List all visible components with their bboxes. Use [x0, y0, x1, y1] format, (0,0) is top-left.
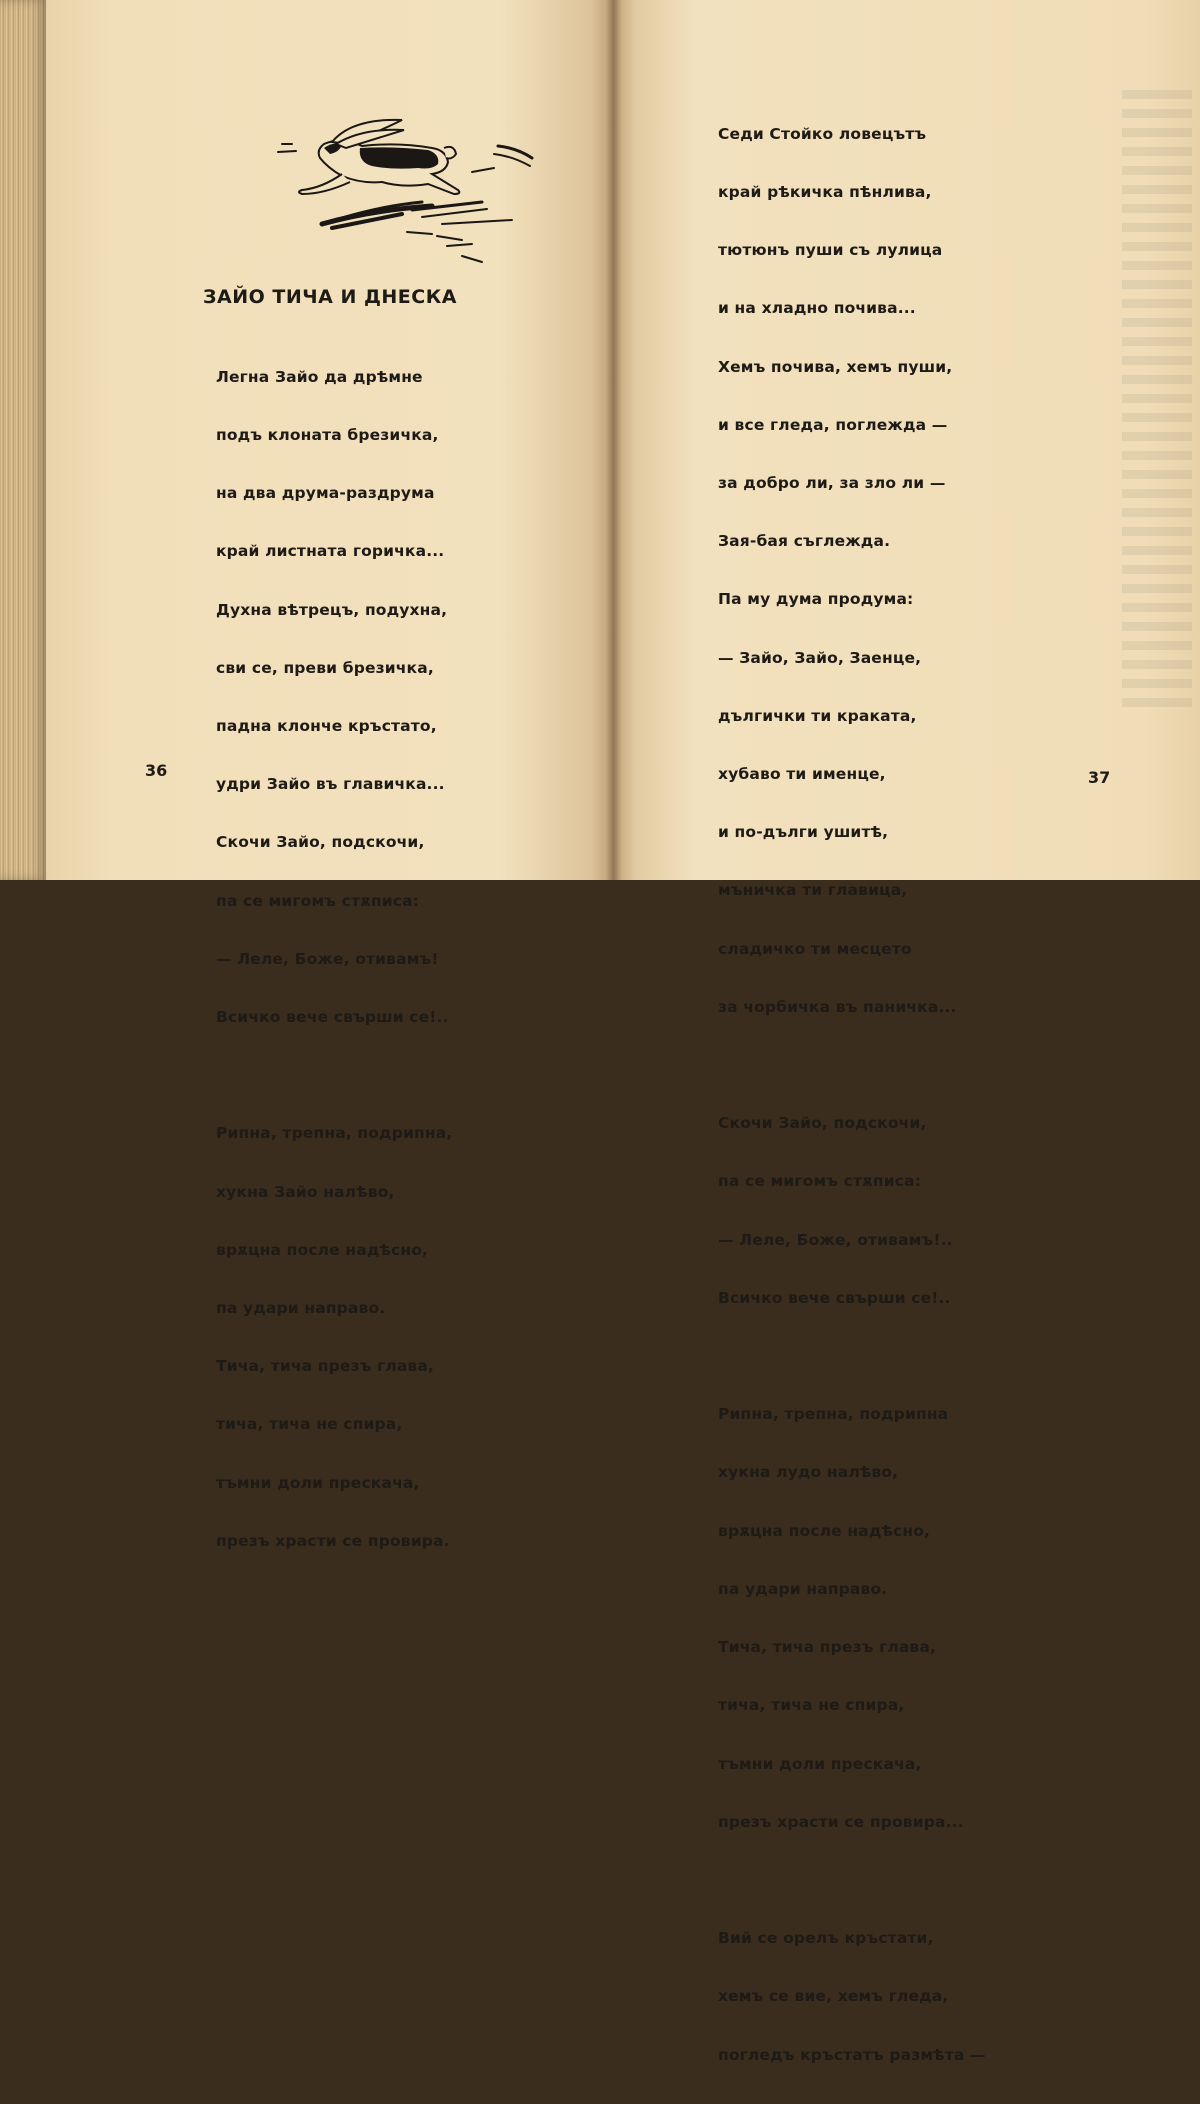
verse-line: хубаво ти именце, — [718, 765, 886, 784]
verse-line: сви се, преви брезичка, — [216, 658, 434, 677]
verse-line: за добро ли, за зло ли — — [718, 474, 946, 493]
verse-line: удри Зайо въ главичка... — [216, 775, 445, 794]
verse-line: падна клонче кръстато, — [216, 717, 437, 736]
page-number-right: 37 — [1088, 768, 1111, 787]
verse-line: па удари направо. — [718, 1579, 888, 1598]
running-hare-icon — [232, 106, 522, 271]
verse-line: хукна лудо налѣво, — [718, 1463, 899, 1482]
verse-line: врѫцна после надѣсно, — [718, 1521, 931, 1540]
page-number-left: 36 — [145, 761, 168, 780]
verse-line: Тича, тича презъ глава, — [216, 1357, 435, 1376]
stanza-break — [718, 1347, 986, 1366]
stanza-break — [718, 1871, 986, 1890]
verse-line: Па му дума продума: — [718, 590, 914, 609]
left-verse — [216, 329, 452, 1590]
verse-line: край листната горичка... — [216, 542, 445, 561]
verse-line: презъ храсти се провира... — [718, 1812, 964, 1831]
bleed-through-text — [1122, 90, 1192, 710]
verse-line: тютюнъ пуши съ лулица — [718, 241, 943, 260]
right-page — [614, 0, 1200, 2064]
verse-line: за чорбичка въ паничка... — [718, 997, 957, 1016]
verse-line: на два друма-раздрума — [216, 484, 435, 503]
verse-line: дългички ти краката, — [718, 706, 917, 725]
verse-line: тича, тича не спира, — [718, 1696, 905, 1715]
verse-line: Духна вѣтрецъ, подухна, — [216, 600, 448, 619]
page-edges — [0, 0, 46, 880]
verse-line: край рѣкичка пѣнлива, — [718, 183, 932, 202]
verse-line: и по-дълги ушитѣ, — [718, 823, 889, 842]
verse-line: Скочи Зайо, подскочи, — [718, 1114, 927, 1133]
verse-line: па се мигомъ стѫписа: — [718, 1172, 922, 1191]
verse-line: Рипна, трепна, подрипна — [718, 1405, 949, 1424]
verse-line: Рипна, трепна, подрипна, — [216, 1124, 453, 1143]
verse-line: врѫцна после надѣсно, — [216, 1240, 429, 1259]
verse-line: тъмни доли прескача, — [216, 1473, 420, 1492]
verse-line: — Зайо, Зайо, Заенце, — [718, 648, 922, 667]
verse-line: Всичко вече свърши се!.. — [718, 1288, 951, 1307]
verse-line: — Леле, Боже, отивамъ! — [216, 949, 439, 968]
verse-line: Всичко вече свърши се!.. — [216, 1008, 449, 1027]
verse-line: Легна Зайо да дрѣмне — [216, 367, 423, 386]
stanza-break — [216, 1066, 452, 1085]
left-page — [46, 0, 614, 1550]
verse-line: и все гледа, поглежда — — [718, 415, 948, 434]
verse-line: презъ храсти се провира. — [216, 1531, 450, 1550]
verse-line: Хемъ почива, хемъ пуши, — [718, 357, 953, 376]
verse-line: Седи Стойко ловецътъ — [718, 124, 927, 143]
verse-line: па се мигомъ стѫписа: — [216, 891, 420, 910]
verse-line: тъмни доли прескача, — [718, 1754, 922, 1773]
verse-line: мъничка ти главица, — [718, 881, 908, 900]
verse-line: Тича, тича презъ глава, — [718, 1638, 937, 1657]
verse-line: погледъ кръстатъ размѣта — — [718, 2045, 986, 2064]
stanza-break — [718, 1056, 986, 1075]
verse-line: па удари направо. — [216, 1299, 386, 1318]
verse-line: Скочи Зайо, подскочи, — [216, 833, 425, 852]
right-verse — [718, 86, 986, 2104]
verse-line: Вий се орелъ кръстати, — [718, 1929, 934, 1948]
verse-line: хукна Зайо налѣво, — [216, 1182, 395, 1201]
verse-line: и на хладно почива... — [718, 299, 916, 318]
verse-line: хемъ се вие, хемъ гледа, — [718, 1987, 949, 2006]
verse-line: Зая-бая съглежда. — [718, 532, 891, 551]
verse-line: сладичко ти месцето — [718, 939, 912, 958]
poem-title: ЗАЙО ТИЧА И ДНЕСКА — [203, 286, 457, 308]
verse-line: тича, тича не спира, — [216, 1415, 403, 1434]
verse-line: — Леле, Боже, отивамъ!.. — [718, 1230, 953, 1249]
book-gutter — [606, 0, 622, 880]
verse-line: подъ клоната брезичка, — [216, 426, 439, 445]
